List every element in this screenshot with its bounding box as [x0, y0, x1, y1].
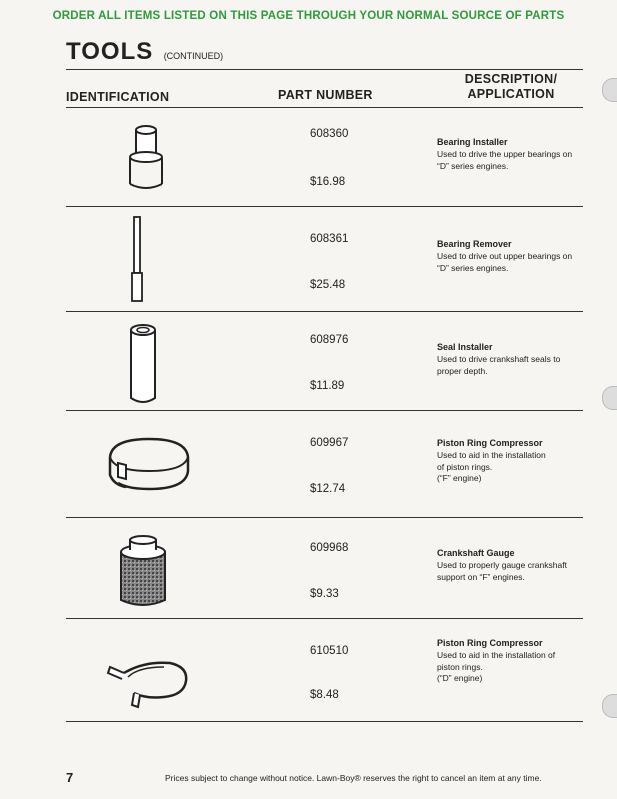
- description-line: (“D” engine): [437, 673, 483, 683]
- row-divider: [66, 721, 583, 722]
- title-underline: [66, 69, 583, 70]
- page-title: [66, 38, 223, 66]
- description-line: “D” series engines.: [437, 262, 509, 273]
- footer-note: Prices subject to change without notice. Lawn-Boy® reserves the right to cancel an item at any time.: [165, 773, 542, 783]
- tool-row: [66, 312, 583, 410]
- tool-row: [66, 108, 583, 206]
- part-number: 608976: [310, 334, 349, 346]
- binder-hole: [602, 386, 617, 410]
- description-line: of piston rings.: [437, 461, 493, 472]
- tool-name: Crankshaft Gauge: [437, 548, 515, 558]
- crankshaft-gauge-icon: [116, 532, 170, 610]
- tool-name: Bearing Remover: [437, 239, 512, 249]
- price: $16.98: [310, 176, 346, 188]
- tool-description: [437, 450, 587, 485]
- part-number: 609968: [310, 542, 349, 554]
- part-number: 609967: [310, 437, 349, 449]
- title-main: TOOLS: [66, 38, 154, 65]
- tool-name: Piston Ring Compressor: [437, 638, 543, 648]
- header-description: [456, 72, 566, 102]
- tool-description: [437, 354, 587, 377]
- piston-ring-compressor-icon: [104, 433, 194, 493]
- page-number: 7: [66, 770, 74, 785]
- price: $9.33: [310, 588, 339, 600]
- seal-installer-icon: [128, 322, 158, 406]
- tool-description: [437, 650, 587, 685]
- binder-hole: [602, 78, 617, 102]
- description-line: Used to drive the upper bearings on: [437, 149, 573, 159]
- tool-description: [437, 560, 587, 583]
- header-description-line2: APPLICATION: [467, 87, 555, 101]
- description-line: Used to properly gauge crankshaft: [437, 560, 567, 570]
- description-line: (“F” engine): [437, 473, 482, 483]
- order-banner: ORDER ALL ITEMS LISTED ON THIS PAGE THROUGH YOUR NORMAL SOURCE OF PARTS: [52, 10, 565, 22]
- description-line: Used to drive crankshaft seals to: [437, 354, 561, 364]
- description-line: “D” series engines.: [437, 160, 509, 171]
- bearing-installer-icon: [126, 124, 166, 194]
- price: $25.48: [310, 279, 346, 291]
- title-sub: (CONTINUED): [163, 51, 224, 61]
- description-line: piston rings.: [437, 661, 483, 672]
- description-line: support on “F” engines.: [437, 571, 525, 582]
- price: $11.89: [310, 380, 345, 392]
- header-part-number: PART NUMBER: [278, 88, 373, 102]
- description-line: Used to drive out upper bearings on: [437, 251, 573, 261]
- tool-row: [66, 518, 583, 618]
- part-number: 608361: [310, 233, 349, 245]
- part-number: 608360: [310, 128, 349, 140]
- tool-name: Piston Ring Compressor: [437, 438, 543, 448]
- price: $12.74: [310, 483, 346, 495]
- part-number: 610510: [310, 645, 349, 657]
- tool-row: [66, 411, 583, 517]
- description-line: Used to aid in the installation: [437, 450, 546, 460]
- header-identification: IDENTIFICATION: [66, 90, 170, 104]
- binder-hole: [602, 694, 617, 718]
- price: $8.48: [310, 689, 339, 701]
- tool-description: [437, 251, 587, 274]
- description-line: Used to aid in the installation of: [437, 650, 556, 660]
- tool-name: Bearing Installer: [437, 137, 508, 147]
- header-description-line1: DESCRIPTION/: [464, 72, 558, 86]
- tool-row: [66, 619, 583, 721]
- bearing-remover-icon: [130, 215, 146, 305]
- tool-description: [437, 149, 587, 172]
- description-line: proper depth.: [437, 365, 488, 376]
- tool-name: Seal Installer: [437, 342, 493, 352]
- tool-row: [66, 207, 583, 311]
- piston-ring-compressor-icon: [104, 657, 190, 711]
